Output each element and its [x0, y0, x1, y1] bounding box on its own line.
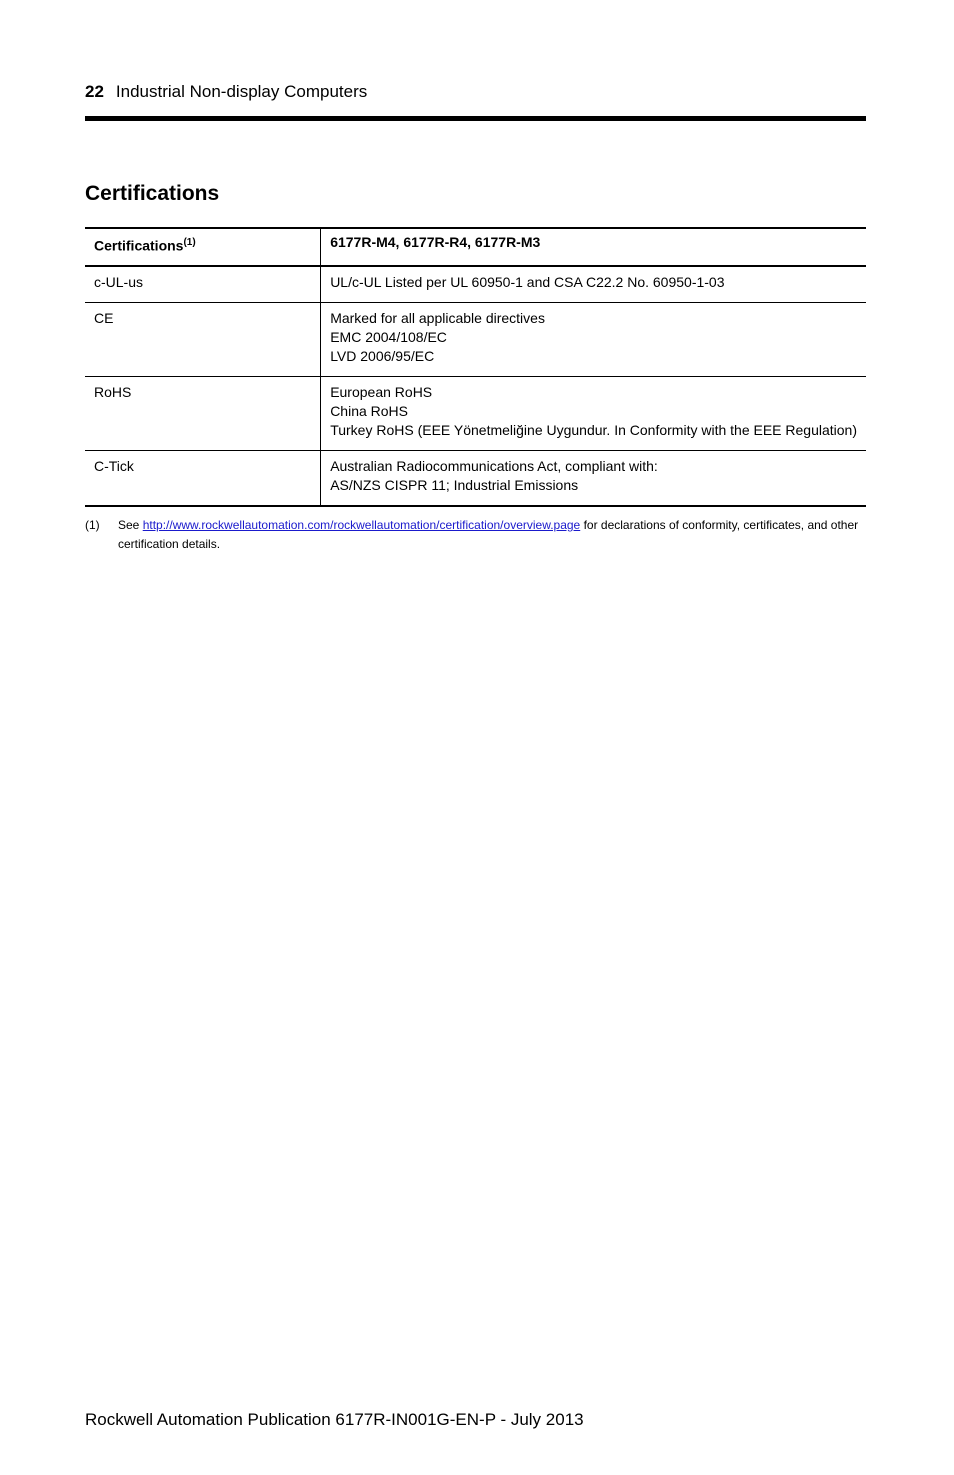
section-title: Certifications: [85, 182, 220, 205]
table-row: [85, 302, 866, 376]
detail-line: Turkey RoHS (EEE Yönetmeliğine Uygundur. In Conformity with the EEE Regulation): [330, 421, 857, 438]
running-header: [85, 82, 367, 102]
certification-details: [321, 376, 866, 450]
footnote-ref[interactable]: (1): [183, 237, 196, 248]
detail-line: Australian Radiocommunications Act, compliant with:: [330, 457, 658, 474]
detail-line: Marked for all applicable directives: [330, 309, 545, 326]
header-rule: [85, 116, 866, 121]
footnote-number: (1): [85, 518, 100, 532]
header-certifications: Certifications$^{(1)}$: [85, 228, 321, 266]
certification-name: c-UL-us: [85, 266, 321, 303]
table-row: [85, 450, 866, 506]
footnote-text: See http://www.rockwellautomation.com/rockwellautomation/certification/overview.page for declarations of conformity, certificates, and other certification details.: [118, 518, 859, 551]
detail-line: EMC 2004/108/EC: [330, 328, 447, 345]
detail-line: European RoHS: [330, 383, 433, 400]
detail-line: AS/NZS CISPR 11; Industrial Emissions: [330, 476, 579, 493]
certification-details: [321, 302, 866, 376]
detail-line: China RoHS: [330, 402, 409, 419]
footnote: [85, 516, 866, 554]
table-row: [85, 266, 866, 303]
detail-line: UL/c-UL Listed per UL 60950-1 and CSA C22.2 No. 60950-1-03: [330, 273, 725, 290]
detail-line: LVD 2006/95/EC: [330, 347, 435, 364]
certification-name: RoHS: [85, 376, 321, 450]
page-number: 22: [85, 82, 104, 101]
table-row: [85, 376, 866, 450]
certification-details: [321, 266, 866, 303]
certification-name: CE: [85, 302, 321, 376]
header-title: Industrial Non-display Computers: [115, 82, 368, 101]
table-body: [85, 266, 866, 506]
certification-name: C-Tick: [85, 450, 321, 506]
table-header-row: [85, 228, 866, 266]
header-models: 6177R-M4, 6177R-R4, 6177R-M3: [330, 234, 541, 250]
page-footer: Rockwell Automation Publication 6177R-IN001G-EN-P - July 2013: [85, 1410, 584, 1429]
certification-link[interactable]: http://www.rockwellautomation.com/rockwellautomation/certification/overview.page: [142, 518, 581, 532]
certification-details: [321, 450, 866, 506]
certifications-table: [85, 227, 866, 507]
